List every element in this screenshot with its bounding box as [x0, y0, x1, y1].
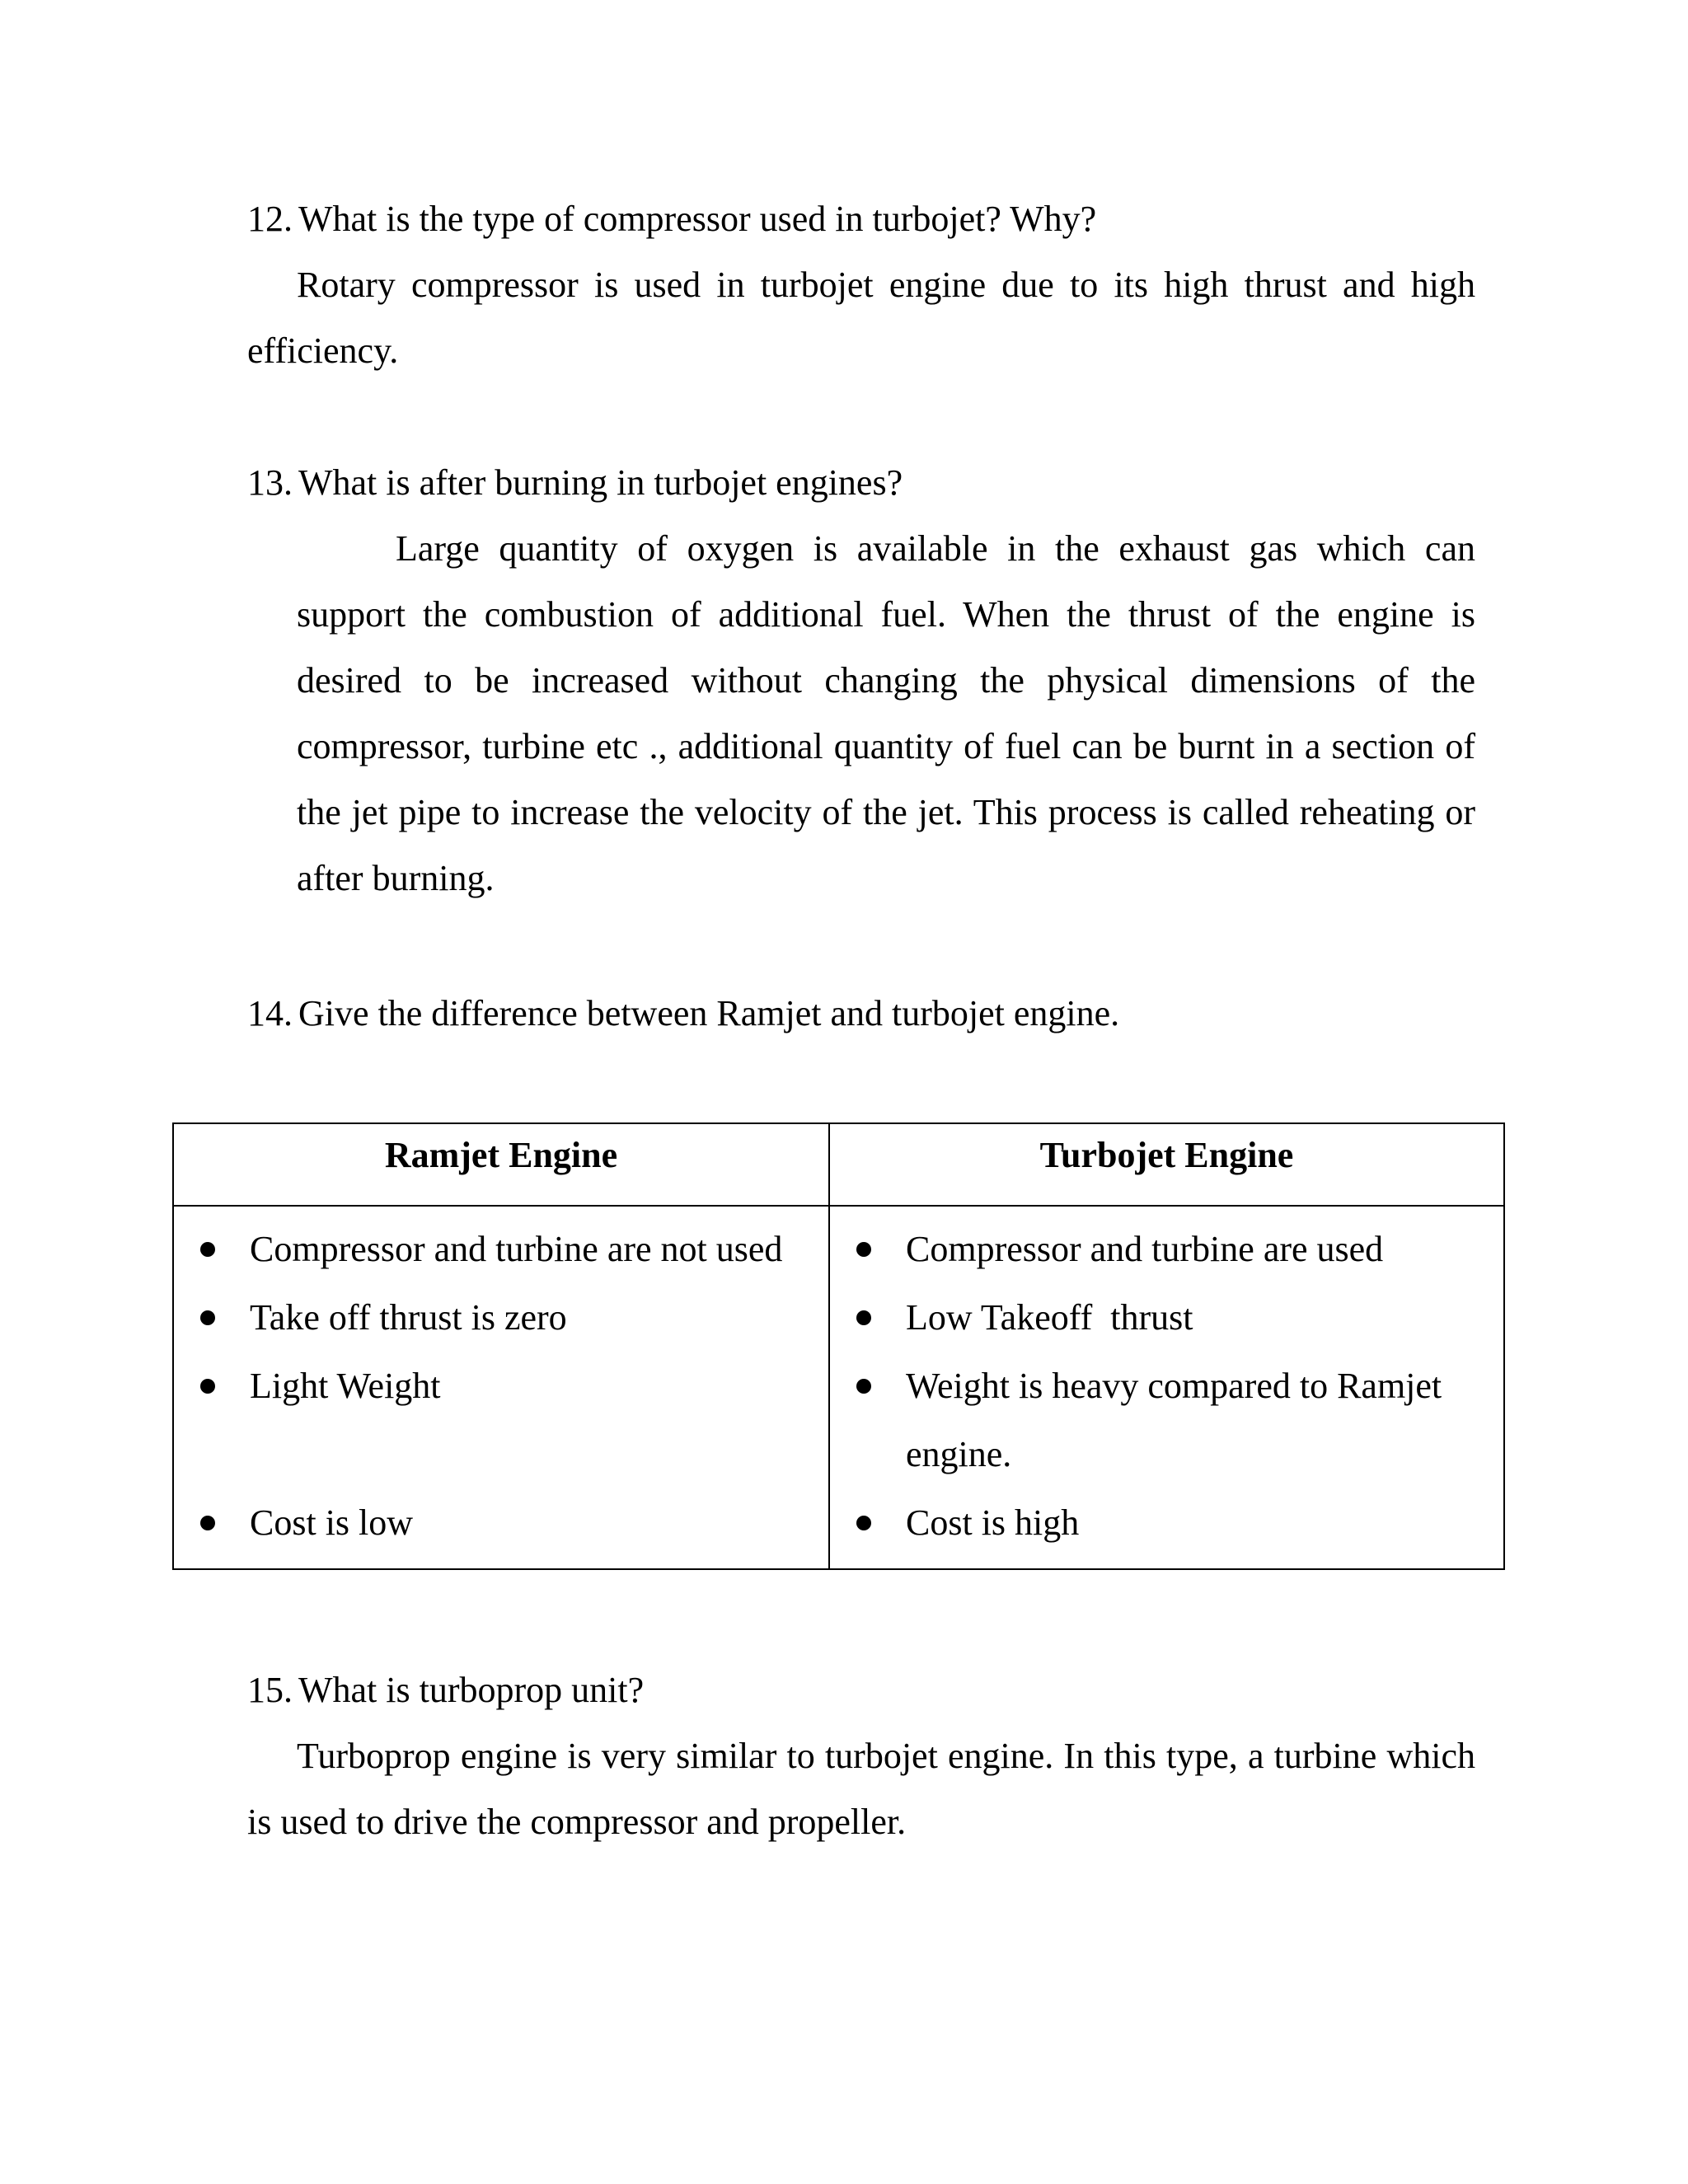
question-12-text: What is the type of compressor used in turbojet? Why?	[298, 199, 1097, 239]
ramjet-column	[173, 1206, 829, 1569]
question-12	[247, 186, 1475, 384]
question-15-number: 15.	[247, 1670, 293, 1710]
bullet-icon	[856, 1516, 871, 1530]
bullet-icon	[200, 1242, 215, 1257]
question-13-answer: Large quantity of oxygen is available in the exhaust gas which can support the combustion of additional fuel. When the thrust of the engine is desired to be increased without changing the physical dimensions of the compressor, turbine etc ., additional quantity of fuel can be burnt in a section of the jet pipe to increase the velocity of the jet. This process is called reheating or after burning.	[297, 528, 1475, 898]
question-13-number: 13.	[247, 462, 293, 503]
question-13-heading	[247, 450, 1475, 516]
turbojet-column	[829, 1206, 1504, 1569]
list-item: Cost is high	[830, 1488, 1503, 1557]
question-15-heading	[247, 1657, 1475, 1723]
table-header-row	[173, 1123, 1504, 1206]
list-item: Take off thrust is zero	[174, 1283, 828, 1352]
list-item: Cost is low	[174, 1488, 828, 1557]
turbojet-points	[830, 1215, 1503, 1557]
bullet-icon	[856, 1242, 871, 1257]
comparison-table	[172, 1122, 1505, 1570]
list-item: Compressor and turbine are used	[830, 1215, 1503, 1283]
bullet-icon	[856, 1379, 871, 1394]
bullet-icon	[200, 1516, 215, 1530]
bullet-icon	[856, 1310, 871, 1325]
table-row	[173, 1206, 1504, 1569]
ramjet-points	[174, 1215, 828, 1557]
question-15	[247, 1657, 1475, 1855]
question-13	[247, 450, 1475, 912]
question-14-text: Give the difference between Ramjet and turbojet engine.	[298, 993, 1120, 1033]
question-14	[247, 981, 1475, 1047]
question-13-text: What is after burning in turbojet engines?	[298, 462, 903, 503]
header-ramjet-engine: Ramjet Engine	[173, 1123, 829, 1206]
question-15-answer: Turboprop engine is very similar to turbojet engine. In this type, a turbine which is used to drive the compressor and propeller.	[247, 1736, 1475, 1842]
list-item: Weight is heavy compared to Ramjet engine.	[830, 1352, 1503, 1488]
list-item: Compressor and turbine are not used	[174, 1215, 828, 1283]
list-item: Low Takeoff thrust	[830, 1283, 1503, 1352]
list-item: Light Weight	[174, 1352, 828, 1420]
question-12-answer: Rotary compressor is used in turbojet engine due to its high thrust and high efficiency.	[247, 265, 1475, 371]
question-14-heading	[247, 981, 1475, 1047]
question-15-text: What is turboprop unit?	[298, 1670, 645, 1710]
question-12-number: 12.	[247, 199, 293, 239]
bullet-icon	[200, 1310, 215, 1325]
question-14-number: 14.	[247, 993, 293, 1033]
bullet-icon	[200, 1379, 215, 1394]
header-turbojet-engine: Turbojet Engine	[829, 1123, 1504, 1206]
question-12-heading	[247, 186, 1475, 252]
